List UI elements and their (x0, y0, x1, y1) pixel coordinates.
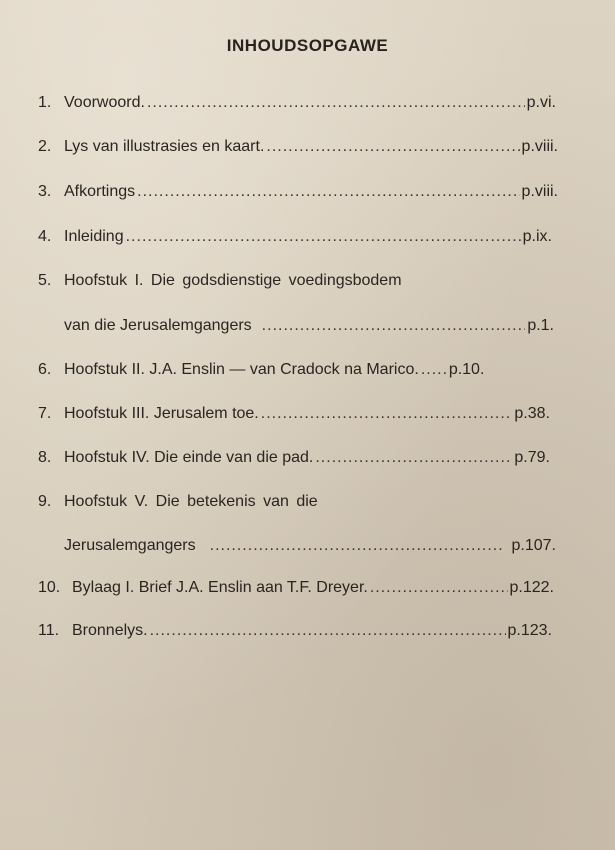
leader-dots (261, 405, 513, 423)
toc-entry-page: p.107. (511, 537, 556, 554)
toc-entry-5-continuation (64, 317, 554, 347)
toc-entry-9-continuation (64, 537, 556, 567)
toc-entry-page: p.122. (509, 579, 554, 596)
toc-entry-label: Inleiding (64, 228, 124, 245)
toc-entry-label: Voorwoord. (64, 94, 145, 111)
leader-dots (210, 537, 502, 555)
toc-entry-number: 7. (38, 405, 52, 422)
toc-entry-number: 8. (38, 449, 52, 466)
leader-dots (266, 138, 519, 156)
toc-entry-label: Hoofstuk V. Die betekenis van die (64, 493, 318, 510)
toc-entry-4 (38, 228, 552, 258)
toc-entry-9 (38, 493, 438, 523)
page-title: INHOUDSOPGAWE (226, 36, 389, 55)
toc-entry-label-line2: van die Jerusalemgangers (64, 317, 252, 334)
toc-entry-label: Hoofstuk IV. Die einde van die pad. (64, 449, 314, 466)
toc-entry-number: 1. (38, 94, 52, 111)
leader-dots (315, 449, 512, 467)
toc-entry-10 (38, 579, 554, 609)
toc-entry-number: 6. (38, 361, 52, 378)
toc-entry-page: p.ix. (522, 228, 552, 245)
toc-entry-page: p.viii. (521, 183, 558, 200)
toc-entry-number: 9. (38, 493, 52, 510)
toc-entry-6 (38, 361, 548, 391)
leader-dots (137, 183, 519, 201)
toc-entry-page: p.123. (507, 622, 552, 639)
leader-dots (370, 579, 508, 597)
toc-entry-11 (38, 622, 552, 652)
toc-entry-label: Hoofstuk I. Die godsdienstige voedingsbodem (64, 272, 402, 289)
toc-entry-number: 5. (38, 272, 52, 289)
toc-entry-label: Afkortings (64, 183, 136, 200)
toc-entry-page: p.79. (514, 449, 550, 466)
leader-dots (147, 94, 525, 112)
toc-entry-2 (38, 138, 558, 168)
toc-entry-label: Lys van illustrasies en kaart. (64, 138, 265, 155)
toc-entry-label: Hoofstuk III. Jerusalem toe. (64, 405, 259, 422)
toc-entry-page: p.1. (527, 317, 554, 334)
toc-entry-page: p.10. (448, 361, 485, 378)
leader-dots (421, 361, 447, 379)
toc-entry-8 (38, 449, 550, 479)
leader-dots (150, 622, 506, 640)
toc-entry-number: 11. (38, 622, 60, 639)
toc-entry-number: 4. (38, 228, 52, 245)
toc-entry-label-line2: Jerusalemgangers (64, 537, 196, 554)
toc-entry-label: Hoofstuk II. J.A. Enslin — van Cradock na Marico. (64, 361, 419, 378)
toc-entry-label: Bronnelys. (72, 622, 148, 639)
toc-entry-7 (38, 405, 550, 435)
toc-entry-page: p.viii. (521, 138, 558, 155)
toc-entry-number: 3. (38, 183, 52, 200)
leader-dots (126, 228, 521, 246)
toc-entry-label: Bylaag I. Brief J.A. Enslin aan T.F. Dreyer. (72, 579, 368, 596)
toc-entry-page: p.38. (514, 405, 550, 422)
toc-entry-number: 2. (38, 138, 52, 155)
toc-entry-number: 10. (38, 579, 61, 596)
toc-entry-5 (38, 272, 508, 302)
toc-entry-1 (38, 94, 556, 124)
toc-entry-page: p.vi. (526, 94, 556, 111)
toc-entry-3 (38, 183, 558, 213)
leader-dots (262, 317, 526, 335)
